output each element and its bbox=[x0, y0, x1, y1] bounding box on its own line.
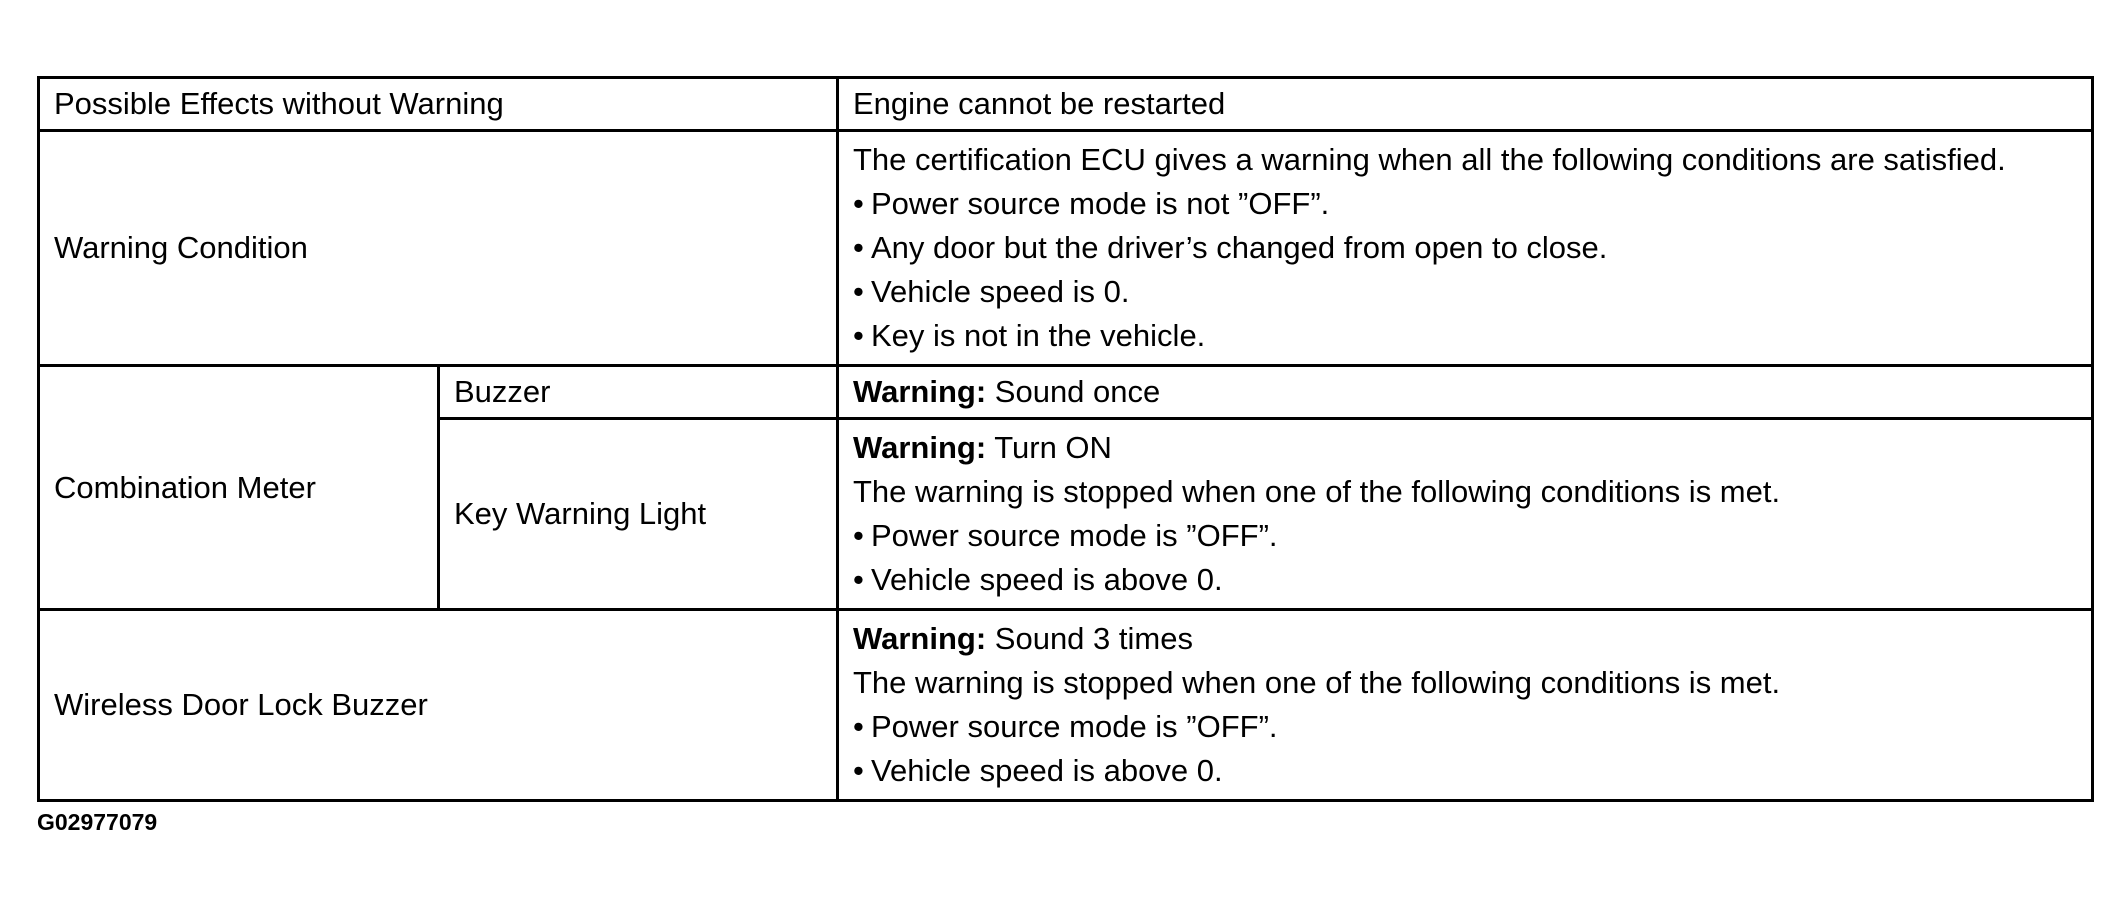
row-warning-condition bbox=[39, 131, 2093, 366]
figure-id: G02977079 bbox=[37, 809, 158, 835]
wireless-warning-line bbox=[853, 617, 2077, 661]
bullet-icon: • bbox=[853, 562, 864, 597]
key-light-warning-label: Warning: bbox=[853, 430, 987, 465]
stop-condition-bullet bbox=[853, 558, 2077, 602]
buzzer-content bbox=[838, 366, 2093, 419]
possible-effects-label: Possible Effects without Warning bbox=[39, 78, 838, 131]
condition-bullet bbox=[853, 226, 2077, 270]
stop-condition-text: Power source mode is ”OFF”. bbox=[871, 709, 1278, 744]
stop-condition-text: Vehicle speed is above 0. bbox=[871, 753, 1223, 788]
row-possible-effects bbox=[39, 78, 2093, 131]
stop-condition-text: Power source mode is ”OFF”. bbox=[871, 518, 1278, 553]
condition-bullet bbox=[853, 314, 2077, 358]
condition-text: Any door but the driver’s changed from open to close. bbox=[871, 230, 1608, 265]
buzzer-warning-value: Sound once bbox=[986, 374, 1161, 409]
condition-bullet bbox=[853, 182, 2077, 226]
bullet-icon: • bbox=[853, 318, 864, 353]
key-warning-light-content bbox=[838, 419, 2093, 610]
condition-text: Power source mode is not ”OFF”. bbox=[871, 186, 1330, 221]
key-light-stop-text: The warning is stopped when one of the following conditions is met. bbox=[853, 474, 1781, 509]
stop-condition-bullet bbox=[853, 514, 2077, 558]
warning-condition-label: Warning Condition bbox=[39, 131, 838, 366]
condition-bullet bbox=[853, 270, 2077, 314]
key-warning-light-label: Key Warning Light bbox=[439, 419, 838, 610]
row-wireless-door-lock-buzzer bbox=[39, 610, 2093, 801]
warning-spec-table bbox=[37, 76, 2094, 802]
key-light-warning-value: Turn ON bbox=[986, 430, 1112, 465]
buzzer-label: Buzzer bbox=[439, 366, 838, 419]
wireless-warning-value: Sound 3 times bbox=[986, 621, 1193, 656]
bullet-icon: • bbox=[853, 518, 864, 553]
wireless-door-lock-buzzer-label: Wireless Door Lock Buzzer bbox=[39, 610, 838, 801]
key-light-warning-line bbox=[853, 426, 2077, 470]
wireless-stop-text: The warning is stopped when one of the following conditions is met. bbox=[853, 665, 1781, 700]
wireless-warning-label: Warning: bbox=[853, 621, 987, 656]
bullet-icon: • bbox=[853, 709, 864, 744]
bullet-icon: • bbox=[853, 186, 864, 221]
buzzer-warning-label: Warning: bbox=[853, 374, 987, 409]
row-combination-meter-buzzer bbox=[39, 366, 2093, 419]
bullet-icon: • bbox=[853, 753, 864, 788]
warning-condition-content bbox=[838, 131, 2093, 366]
wireless-door-lock-buzzer-content bbox=[838, 610, 2093, 801]
stop-condition-bullet bbox=[853, 749, 2077, 793]
stop-condition-text: Vehicle speed is above 0. bbox=[871, 562, 1223, 597]
possible-effects-value: Engine cannot be restarted bbox=[838, 78, 2093, 131]
bullet-icon: • bbox=[853, 230, 864, 265]
combination-meter-label: Combination Meter bbox=[39, 366, 439, 610]
bullet-icon: • bbox=[853, 274, 864, 309]
warning-condition-intro: The certification ECU gives a warning when all the following conditions are satisfied. bbox=[853, 142, 2006, 177]
condition-text: Key is not in the vehicle. bbox=[871, 318, 1206, 353]
stop-condition-bullet bbox=[853, 705, 2077, 749]
condition-text: Vehicle speed is 0. bbox=[871, 274, 1130, 309]
